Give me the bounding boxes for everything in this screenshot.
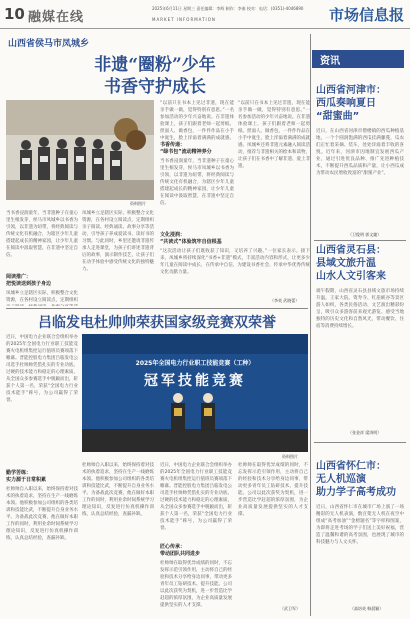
sidebar-item-3-author: （高培英 韩晨颖） (350, 606, 384, 611)
story1-subheading2: 书香传递： “绿书包”流动精神养分 (160, 142, 212, 155)
page-header (0, 0, 410, 29)
sidebar-rule (314, 240, 406, 241)
story2-body-col1b: 杜帅帅自入职以来，始终保持着对技术的执着追求，坚持在生产一线磨炼本领。他积极参加公司组织的各类培训和技能比武，不断提升自身业务水平。为备战此次竞赛，他在做好本职工作的同时，利用业余时间系统学习理论知识，反复进行仿真机操作训练，认真总结经验，查漏补缺。 (6, 487, 78, 541)
story2-body-col3b: 杜帅帅在取得优异成绩的同时，不忘发挥示范引领作用，主动将自己的经验和技术分享给身边同事，带动更多青年员工钻研技术、提升技能。公司以此次获奖为契机，进一步营造比学赶超的浓厚氛围，为企业高质量发展提供坚实的人才支撑。 (160, 561, 232, 608)
sidebar-item-3-title: 山西省怀仁市： 无人机巡演 助力学子高考成功 (316, 461, 396, 498)
page-number: 10 (4, 5, 25, 23)
story2-author: （武卫军） (280, 606, 300, 611)
story-divider (6, 308, 308, 309)
story2-subheading: 勤学苦练： 实力源于日常积累 (6, 470, 47, 483)
story1-kicker: 山西省侯马市凤城乡 (8, 39, 90, 49)
sidebar-item-3-body: 近日，山西省怀仁市在城市广场上演了一场精彩的无人机表演，数百架无人机在夜空中组成“高考加油”“金榜题名”等字样和图案，为即将走进考场的学子们送上美好祝福，营造了温馨和谐的高考氛围，也展现了城市的科技魅力与人文关怀。 (316, 505, 404, 545)
story1-title-line1: 非遗“圈粉”少年 (94, 55, 216, 75)
story1-subheading3: 文化浸润： “共读式”体验筑牢自信根基 (160, 232, 222, 245)
story2-body-col4: 杜帅帅在取得优异成绩的同时，不忘发挥示范引领作用，主动将自己的经验和技术分享给身边同事，带动更多青年员工钻研技术、提升技能。公司以此次获奖为契机，进一步营造比学赶超的浓厚氛围，为企业高质量发展提供坚实的人才支撑。 (238, 463, 308, 517)
sidebar-item-2-author: （张金祥 梁涛明） (348, 430, 382, 435)
story1-subheading: 阅读推广： 把悦读送到孩子身边 (6, 274, 52, 287)
sidebar-item-2-body: 端午假期，山西省灵石县县域文旅市场持续升温。王家大院、资寿寺、红崖峡谷等景区游人如织，各类民俗活动、文艺演出精彩纷呈，吸引众多游客前来观光游览、感受当地独特的历史文化和自然风光，带动餐饮、住宿等消费持续增长。 (316, 289, 404, 329)
sidebar-item-1-title: 山西省河津市： 西瓜奏响夏日 “甜蜜曲” (316, 85, 386, 122)
sidebar-label: 资讯 (312, 50, 404, 68)
section-title: 融媒在线 (28, 10, 85, 25)
story1-photo-caption: 资料图片 (130, 201, 146, 206)
story1-body-col2: 凤城乡立足辖区实际，积极整合文化资源，在各村设立阅读点，定期组织亲子阅读、经典诵读、故事分享等活动，引导孩子养成爱读书、读好书的习惯。与此同时，乡里还邀请非遗传承人走进课堂，为孩子们讲述非遗背后的故事，演示制作技艺，让孩子们在动手体验中感受传统文化的独特魅力。 (82, 211, 154, 272)
story1-photo (6, 100, 154, 200)
story2-body-col1: 近日，中国电力企业联合会组织举办的2025年全国电力行业职工技能竞赛火电机组集控运行值班员赛项落下帷幕。晋能控股电力集团吕临发电公司选手杜帅帅凭借扎实的专业功底、过硬的技术能力和稳定的心理素质，从全国众多参赛选手中脱颖而出，斩获个人第一名，荣获“全国电力行业技术能手”称号，为公司赢得了荣誉。 (6, 335, 78, 403)
story2-photo (82, 334, 308, 452)
award-ceremony-photo (82, 334, 308, 452)
sidebar-item-2-title: 山西省灵石县： 县域文旅升温 山水人文引客来 (316, 245, 386, 282)
issue-meta-english: MARKET INFORMATION (152, 17, 216, 22)
sidebar-item-1-body: 近日，在山西省河津市僧楼镇的西瓜种植基地，一个个圆润饱满的西瓜挂满藤蔓，瓜农们正忙着采摘、装车，处处洋溢着丰收的喜悦。近年来，河津市因地制宜发展西瓜产业，通过引进优良品种、推广先进种植技术，不断提升西瓜品质和产量，让小西瓜成为带动农民增收致富的“甜蜜产业”。 (316, 129, 404, 176)
story1-author: （李英 武晓蕾） (270, 298, 300, 303)
story2-title: 吕临发电杜帅帅荣获国家级竞赛双荣誉 (38, 315, 276, 331)
story2-body-col3: 近日，中国电力企业联合会组织举办的2025年全国电力行业职工技能竞赛火电机组集控运行值班员赛项落下帷幕。晋能控股电力集团吕临发电公司选手杜帅帅凭借扎实的专业功底、过硬的技术能力和稳定的心理素质，从全国众多参赛选手中脱颖而出，斩获个人第一名，荣获“全国电力行业技术能手”称号，为公司赢得了荣誉。 (160, 463, 232, 531)
story1-body-col4: “以前只在书本上见过非遗，现在能亲手做一做，觉得特别有意思。”一名参加活动的少年兴奋地说。在非遗体验课上，孩子们跟着老师一起剪纸、捏面人、做香包，一件件作品在小手中诞生，脸上洋溢着满满的成就感。凤城乡还将非遗元素融入阅读活动，推荐与非遗相关的绘本和读物，让孩子们在书香中了解非遗、爱上非遗。 (238, 101, 310, 169)
sidebar-item-1-author: （卫俊明 郭文婕） (348, 232, 382, 237)
issue-meta: 2025年6月11日 星期三 责任编辑：李辉 制作：李秦 校对：电话：(0351)-4046890 (152, 6, 304, 11)
photo-big-text: 冠军技能竞赛 (144, 373, 246, 389)
story1-body-col1b: 凤城乡立足辖区实际，积极整合文化资源，在各村设立阅读点，定期组织 (6, 291, 78, 303)
story1-body-col1: 当书香浸润童年，当非遗种子在童心里生根发芽，侯马市凤城乡以书香为引领，以非遗为纽带，将经典阅读与传统文化有机融合，为辖区少年儿童搭建起成长的精神家园，让少年儿童在阅读中汲取智慧，在非遗中坚定自信。 (6, 211, 78, 258)
newspaper-logo: 市场信息报 (328, 6, 404, 24)
sidebar-rule (314, 442, 406, 443)
story2-subheading2: 匠心传承： 带动团队共同进步 (160, 544, 201, 557)
sidebar-divider (310, 34, 311, 616)
story1-body-col3b: 当书香浸润童年，当非遗种子在童心里生根发芽，侯马市凤城乡以书香为引领，以非遗为纽带，将经典阅读与传统文化有机融合，为辖区少年儿童搭建起成长的精神家园，让少年儿童在阅读中汲取智慧，在非遗中坚定自信。 (160, 159, 234, 206)
story1-title-line2: 书香守护成长 (104, 77, 206, 97)
story1-body-col3: “以前只在书本上见过非遗，现在能亲手做一做，觉得特别有意思。”一名参加活动的少年兴奋地说。在非遗体验课上，孩子们跟着老师一起剪纸、捏面人、做香包，一件件作品在小手中诞生，脸上洋溢着满满的成就感。 (160, 101, 234, 140)
children-reading-photo (6, 100, 154, 200)
story2-body-col2: 杜帅帅自入职以来，始终保持着对技术的执着追求，坚持在生产一线磨炼本领。他积极参加公司组织的各类培训和技能比武，不断提升自身业务水平。为备战此次竞赛，他在做好本职工作的同时，利用业余时间系统学习理论知识，反复进行仿真机操作训练，认真总结经验，查漏补缺。 (82, 463, 154, 517)
photo-banner-text: 2025年全国电力行业职工技能竞赛（工种） (135, 360, 255, 367)
story1-body-col5: “这次活动让孩子们既收获了知识，又培养了兴趣。”一位家长表示。接下来，凤城乡将持续深化“书香+非遗”模式，丰富活动内容和形式，让更多少年儿童在阅读中成长、在传承中自信，为建设书香社会、传承中华优秀传统文化贡献力量。 (160, 249, 310, 275)
story2-photo-caption: 资料图片 (282, 454, 298, 459)
